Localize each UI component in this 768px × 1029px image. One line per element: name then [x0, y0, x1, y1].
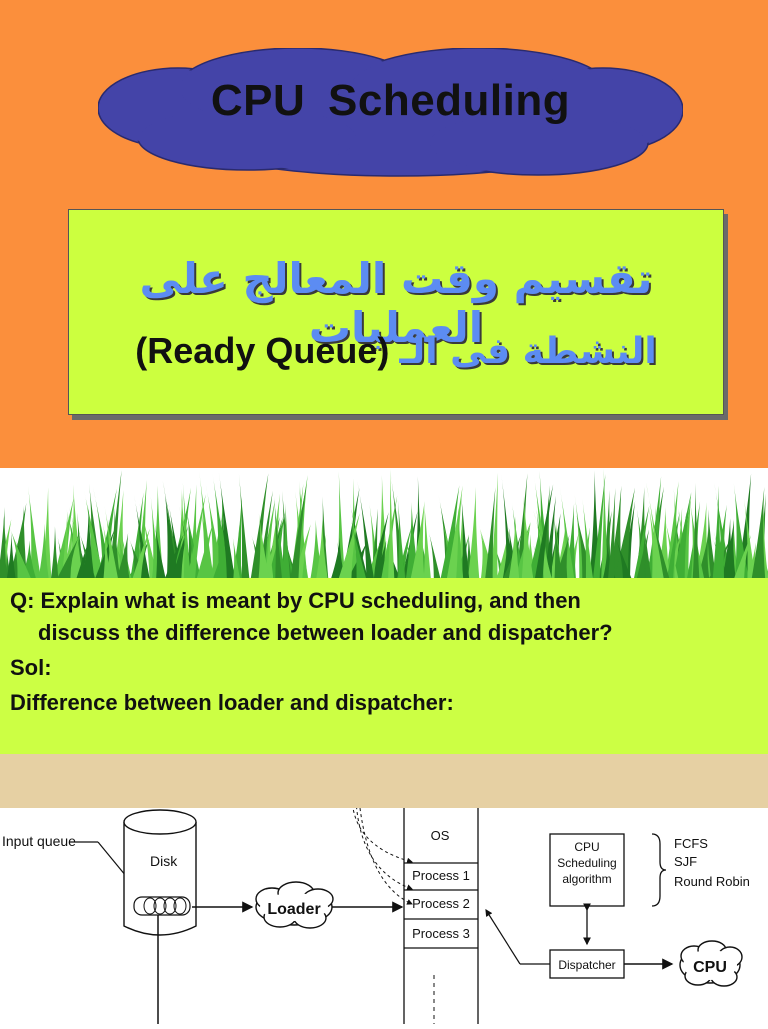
question-line-2: discuss the difference between loader and dispatcher? [38, 620, 613, 645]
ready-queue-label: (Ready Queue) [135, 330, 390, 371]
cpu-scheduling-line-1: CPU [574, 840, 600, 854]
algorithm-round-robin: Round Robin [674, 874, 750, 889]
slide-title: CPU Scheduling [210, 76, 571, 125]
process-3-label: Process 3 [412, 926, 470, 941]
cpu-scheduling-line-2: Scheduling [557, 856, 617, 870]
grass-illustration [0, 468, 768, 578]
disk-label: Disk [150, 853, 178, 869]
process-2-label: Process 2 [412, 896, 470, 911]
arabic-line-1: تقسيم وقت المعالج على العمليات [139, 254, 653, 352]
disk-icon [124, 810, 196, 935]
algorithm-sjf: SJF [674, 854, 698, 869]
algorithm-fcfs: FCFS [674, 836, 708, 851]
algorithm-brace [652, 834, 666, 906]
cpu-scheduling-line-3: algorithm [562, 872, 612, 886]
arabic-line-2-text: النشطة فى الـ [399, 331, 657, 372]
dispatcher-label: Dispatcher [558, 958, 616, 972]
solution-label: Sol: [10, 655, 52, 680]
cpu-label: CPU [693, 959, 727, 976]
input-queue-label: Input queue [2, 833, 76, 849]
question-line-1: Q: Explain what is meant by CPU scheduling, and then [10, 588, 581, 613]
loader-label: Loader [267, 901, 321, 918]
loader-dispatcher-diagram [0, 808, 768, 1024]
dashed-load-arrows [352, 808, 412, 904]
title-slide [0, 0, 768, 468]
process-1-label: Process 1 [412, 868, 470, 883]
difference-heading: Difference between loader and dispatcher: [10, 690, 454, 715]
question-panel [0, 578, 768, 754]
arabic-line-2 [69, 330, 723, 372]
os-label: OS [430, 828, 450, 843]
grass-banner [0, 468, 768, 578]
arabic-description-box [68, 209, 724, 415]
